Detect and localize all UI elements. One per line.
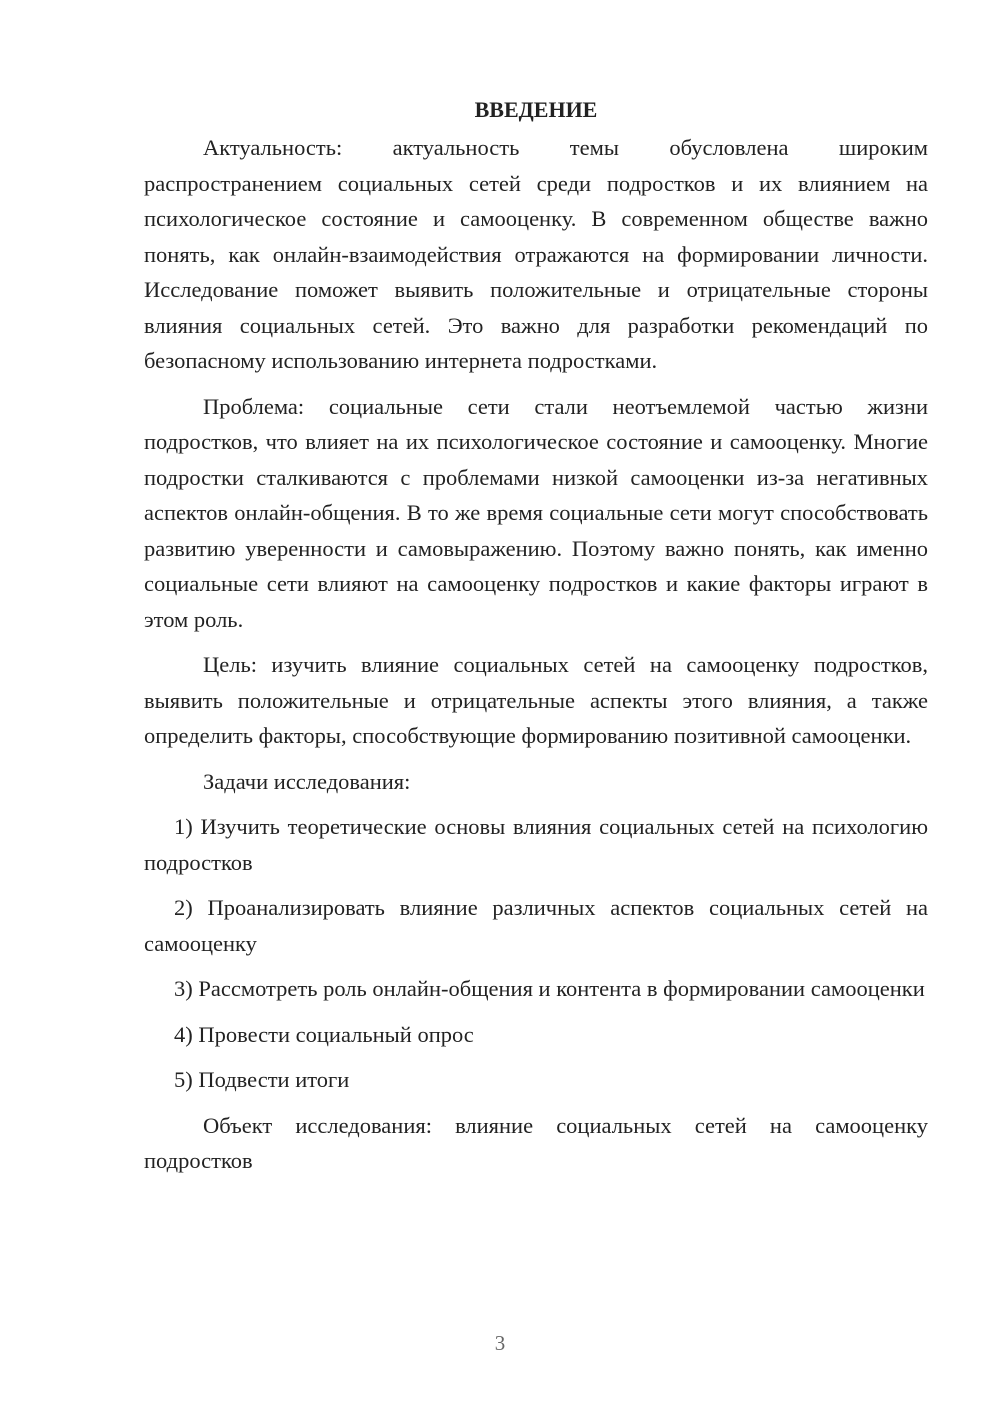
task-item-2: 2) Проанализировать влияние различных аспектов социальных сетей на самооценку [144,895,928,956]
relevance-paragraph: Актуальность: актуальность темы обусловлена широким распространением социальных сетей среди подростков и их влиянием на психологическое состояние и самооценку. В современном обществе важно понять, как онлайн-взаимодействия отражаются на формировании личности. Исследование поможет выявить положительные и отрицательные стороны влияния социальных сетей. Это важно для разработки рекомендаций по безопасному использованию интернета подростками. [144,135,928,373]
problem-paragraph: Проблема: социальные сети стали неотъемлемой частью жизни подростков, что влияет на их психологическое состояние и самооценку. Многие подростки сталкиваются с проблемами низкой самооценки из-за негативных аспектов онлайн-общения. В то же время социальные сети могут способствовать развитию уверенности и самовыражению. Поэтому важно понять, как именно социальные сети влияют на самооценку подростков и какие факторы играют в этом роль. [144,393,928,632]
tasks-heading: Задачи исследования: [203,768,411,794]
task-item-1: 1) Изучить теоретические основы влияния социальных сетей на психологию подростков [144,814,928,875]
task-item-4: 4) Провести социальный опрос [174,1021,474,1047]
task-item-5: 5) Подвести итоги [174,1067,350,1092]
page-content [144,92,928,1179]
task-item-3: 3) Рассмотреть роль онлайн-общения и контента в формировании самооценки [174,976,925,1001]
page-number: 3 [494,1331,506,1355]
goal-paragraph: Цель: изучить влияние социальных сетей на самооценку подростков, выявить положительные и отрицательные аспекты этого влияния, а также определить факторы, способствующие формированию позитивной самооценки. [144,652,928,748]
object-paragraph: Объект исследования: влияние социальных сетей на самооценку подростков [144,1112,928,1173]
section-title: ВВЕДЕНИЕ [474,97,598,122]
